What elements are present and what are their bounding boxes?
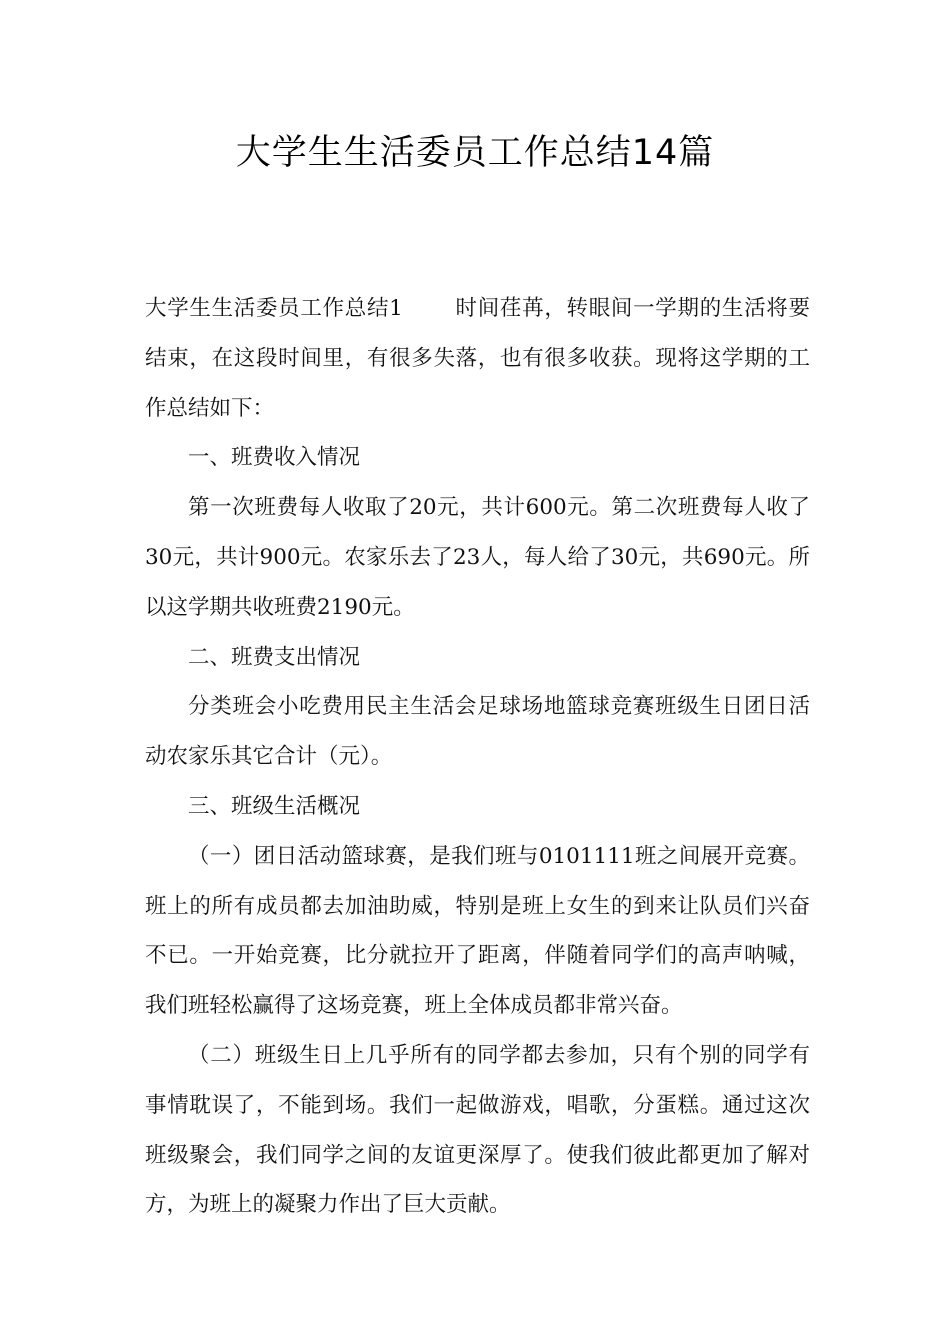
intro-lead: 大学生生活委员工作总结1	[145, 296, 403, 321]
document-body	[145, 284, 810, 1230]
section-heading-income: 一、班费收入情况	[188, 445, 361, 471]
document-title: 大学生生活委员工作总结14篇	[235, 133, 715, 173]
paragraph-income: 第一次班费每人收取了20元，共计600元。第二次班费每人收了30元，共计900元。农家乐去了23人，每人给了30元，共690元。所以这学期共收班费2190元。	[145, 495, 810, 620]
intro-paragraph	[145, 284, 810, 433]
paragraph-birthday: （二）班级生日上几乎所有的同学都去参加，只有个别的同学有事情耽误了，不能到场。我们一起做游戏，唱歌，分蛋糕。通过这次班级聚会，我们同学之间的友谊更深厚了。使我们彼此都更加了解对方，为班上的凝聚力作出了巨大贡献。	[145, 1042, 810, 1218]
paragraph-basketball: （一）团日活动篮球赛，是我们班与0101111班之间展开竞赛。班上的所有成员都去加油助威，特别是班上女生的到来让队员们兴奋不已。一开始竞赛，比分就拉开了距离，伴随着同学们的高声呐喊，我们班轻松赢得了这场竞赛，班上全体成员都非常兴奋。	[145, 843, 810, 1019]
section-heading-class-life: 三、班级生活概况	[188, 793, 361, 819]
paragraph-expense: 分类班会小吃费用民主生活会足球场地篮球竞赛班级生日团日活动农家乐其它合计（元）。	[145, 694, 810, 770]
section-heading-expense: 二、班费支出情况	[188, 644, 361, 670]
intro-text: 时间荏苒，转眼间一学期的生活将要结束，在这段时间里，有很多失落，也有很多收获。现将这学期的工作总结如下：	[145, 296, 810, 421]
